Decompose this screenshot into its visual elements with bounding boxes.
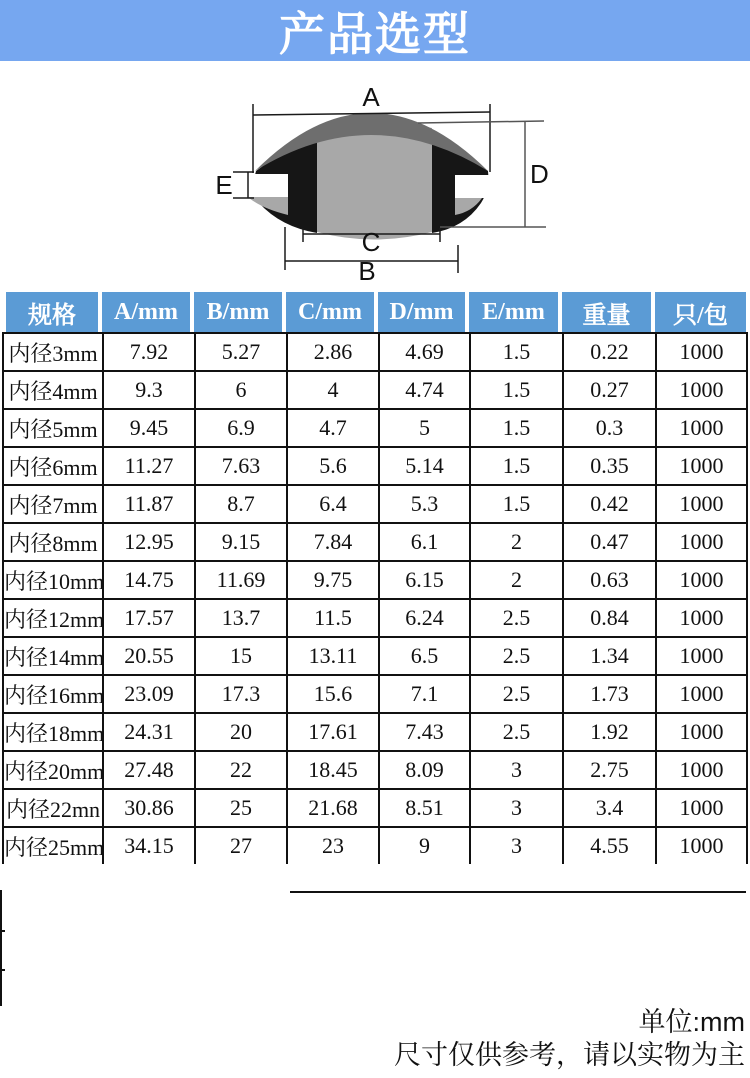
spec-value-cell: 1.92 [563, 713, 656, 751]
spec-value-cell: 20.55 [103, 637, 195, 675]
spec-name-cell: 内径16mm [3, 675, 103, 713]
spec-value-cell: 7.92 [103, 333, 195, 371]
spec-value-cell: 5 [379, 409, 470, 447]
spec-value-cell: 1000 [656, 409, 747, 447]
spec-value-cell: 4.7 [287, 409, 379, 447]
grommet-right-groove [455, 175, 493, 198]
table-row [3, 485, 747, 523]
table-row [3, 599, 747, 637]
spec-value-cell: 2.5 [470, 637, 563, 675]
page-title: 产品选型 [279, 7, 471, 60]
grommet-left-groove [249, 174, 288, 197]
spec-value-cell: 6.15 [379, 561, 470, 599]
spec-value-cell: 27 [195, 827, 287, 864]
column-header-c: C/mm [286, 292, 378, 332]
spec-value-cell: 5.6 [287, 447, 379, 485]
spec-value-cell: 0.42 [563, 485, 656, 523]
spec-value-cell: 5.3 [379, 485, 470, 523]
spec-value-cell: 18.45 [287, 751, 379, 789]
dim-label-e: E [215, 170, 233, 200]
column-header-b: B/mm [194, 292, 286, 332]
spec-value-cell: 6.24 [379, 599, 470, 637]
spec-value-cell: 14.75 [103, 561, 195, 599]
spec-value-cell: 11.5 [287, 599, 379, 637]
table-row [3, 447, 747, 485]
spec-value-cell: 8.51 [379, 789, 470, 827]
dim-label-c: C [361, 227, 381, 257]
table-row [3, 371, 747, 409]
spec-value-cell: 0.63 [563, 561, 656, 599]
spec-value-cell: 1000 [656, 789, 747, 827]
spec-value-cell: 2 [470, 561, 563, 599]
spec-value-cell: 9.3 [103, 371, 195, 409]
spec-value-cell: 6.9 [195, 409, 287, 447]
column-header-a: A/mm [102, 292, 194, 332]
spec-value-cell: 2.5 [470, 675, 563, 713]
table-remnant-line [0, 930, 5, 932]
footer-notes [394, 1006, 745, 1072]
spec-value-cell: 1000 [656, 827, 747, 864]
column-header-e: E/mm [469, 292, 562, 332]
spec-value-cell: 17.57 [103, 599, 195, 637]
column-header-spec: 规格 [2, 292, 102, 332]
table-row [3, 713, 747, 751]
spec-value-cell: 7.1 [379, 675, 470, 713]
spec-value-cell: 7.84 [287, 523, 379, 561]
spec-name-cell: 内径6mm [3, 447, 103, 485]
spec-value-cell: 1000 [656, 523, 747, 561]
spec-value-cell: 6.4 [287, 485, 379, 523]
spec-value-cell: 2 [470, 523, 563, 561]
table-row [3, 333, 747, 371]
spec-value-cell: 9.45 [103, 409, 195, 447]
spec-value-cell: 0.47 [563, 523, 656, 561]
column-header-weight: 重量 [562, 292, 655, 332]
spec-value-cell: 25 [195, 789, 287, 827]
spec-value-cell: 11.69 [195, 561, 287, 599]
spec-value-cell: 1.34 [563, 637, 656, 675]
spec-value-cell: 1000 [656, 637, 747, 675]
column-header-pack: 只/包 [655, 292, 746, 332]
spec-table [2, 332, 748, 864]
spec-value-cell: 15.6 [287, 675, 379, 713]
spec-value-cell: 13.11 [287, 637, 379, 675]
spec-value-cell: 11.27 [103, 447, 195, 485]
spec-value-cell: 1000 [656, 561, 747, 599]
table-row [3, 789, 747, 827]
spec-value-cell: 17.61 [287, 713, 379, 751]
spec-name-cell: 内径12mm [3, 599, 103, 637]
table-row [3, 637, 747, 675]
footer-disclaimer: 尺寸仅供参考，请以实物为主 [394, 1040, 745, 1070]
spec-name-cell: 内径4mm [3, 371, 103, 409]
spec-name-cell: 内径7mm [3, 485, 103, 523]
dim-label-d: D [530, 159, 549, 189]
spec-value-cell: 3 [470, 827, 563, 864]
spec-value-cell: 2.86 [287, 333, 379, 371]
table-row [3, 523, 747, 561]
spec-value-cell: 30.86 [103, 789, 195, 827]
spec-name-cell: 内径20mm [3, 751, 103, 789]
spec-value-cell: 24.31 [103, 713, 195, 751]
spec-value-cell: 1.5 [470, 485, 563, 523]
spec-value-cell: 34.15 [103, 827, 195, 864]
spec-value-cell: 23 [287, 827, 379, 864]
table-row [3, 409, 747, 447]
title-banner [0, 0, 750, 61]
spec-value-cell: 6.1 [379, 523, 470, 561]
spec-value-cell: 0.22 [563, 333, 656, 371]
table-row [3, 561, 747, 599]
spec-value-cell: 1.5 [470, 371, 563, 409]
spec-value-cell: 12.95 [103, 523, 195, 561]
grommet-diagram [0, 61, 750, 292]
spec-value-cell: 1000 [656, 333, 747, 371]
spec-value-cell: 2.75 [563, 751, 656, 789]
dim-label-a: A [362, 82, 380, 112]
grommet-left-lip [249, 197, 288, 215]
spec-value-cell: 1.73 [563, 675, 656, 713]
table-row [3, 827, 747, 864]
spec-value-cell: 7.63 [195, 447, 287, 485]
spec-value-cell: 7.43 [379, 713, 470, 751]
spec-value-cell: 5.27 [195, 333, 287, 371]
spec-value-cell: 13.7 [195, 599, 287, 637]
spec-value-cell: 0.84 [563, 599, 656, 637]
spec-value-cell: 15 [195, 637, 287, 675]
spec-value-cell: 17.3 [195, 675, 287, 713]
spec-value-cell: 1000 [656, 751, 747, 789]
spec-value-cell: 1000 [656, 599, 747, 637]
spec-name-cell: 内径14mm [3, 637, 103, 675]
spec-value-cell: 23.09 [103, 675, 195, 713]
spec-value-cell: 6.5 [379, 637, 470, 675]
spec-value-cell: 2.5 [470, 713, 563, 751]
spec-value-cell: 1.5 [470, 447, 563, 485]
table-row [3, 675, 747, 713]
footer-unit-note: 单位:mm [638, 1007, 745, 1037]
spec-value-cell: 4.55 [563, 827, 656, 864]
spec-value-cell: 8.09 [379, 751, 470, 789]
spec-name-cell: 内径8mm [3, 523, 103, 561]
spec-value-cell: 3 [470, 751, 563, 789]
spec-name-cell: 内径5mm [3, 409, 103, 447]
table-remnant-line [290, 891, 746, 893]
spec-name-cell: 内径18mm [3, 713, 103, 751]
spec-value-cell: 2.5 [470, 599, 563, 637]
spec-value-cell: 9.75 [287, 561, 379, 599]
spec-value-cell: 3 [470, 789, 563, 827]
spec-value-cell: 4.69 [379, 333, 470, 371]
spec-value-cell: 1000 [656, 485, 747, 523]
spec-value-cell: 11.87 [103, 485, 195, 523]
spec-name-cell: 内径10mm [3, 561, 103, 599]
spec-value-cell: 0.27 [563, 371, 656, 409]
column-header-d: D/mm [378, 292, 469, 332]
spec-value-cell: 20 [195, 713, 287, 751]
spec-name-cell: 内径3mm [3, 333, 103, 371]
spec-value-cell: 1000 [656, 713, 747, 751]
spec-value-cell: 3.4 [563, 789, 656, 827]
spec-value-cell: 1000 [656, 371, 747, 409]
spec-value-cell: 6 [195, 371, 287, 409]
spec-value-cell: 1000 [656, 447, 747, 485]
spec-name-cell: 内径25mm [3, 827, 103, 864]
table-remnant-line [0, 890, 2, 1006]
spec-table-body [3, 333, 747, 864]
table-row [3, 751, 747, 789]
spec-value-cell: 0.3 [563, 409, 656, 447]
spec-table-header [2, 292, 746, 332]
spec-value-cell: 4 [287, 371, 379, 409]
spec-value-cell: 1.5 [470, 333, 563, 371]
spec-value-cell: 8.7 [195, 485, 287, 523]
spec-value-cell: 1.5 [470, 409, 563, 447]
spec-value-cell: 4.74 [379, 371, 470, 409]
spec-value-cell: 0.35 [563, 447, 656, 485]
spec-value-cell: 5.14 [379, 447, 470, 485]
spec-value-cell: 21.68 [287, 789, 379, 827]
spec-value-cell: 9 [379, 827, 470, 864]
spec-value-cell: 22 [195, 751, 287, 789]
spec-value-cell: 27.48 [103, 751, 195, 789]
spec-name-cell: 内径22mn [3, 789, 103, 827]
dim-label-b: B [358, 256, 376, 286]
spec-value-cell: 9.15 [195, 523, 287, 561]
table-remnant-line [0, 969, 5, 971]
spec-value-cell: 1000 [656, 675, 747, 713]
